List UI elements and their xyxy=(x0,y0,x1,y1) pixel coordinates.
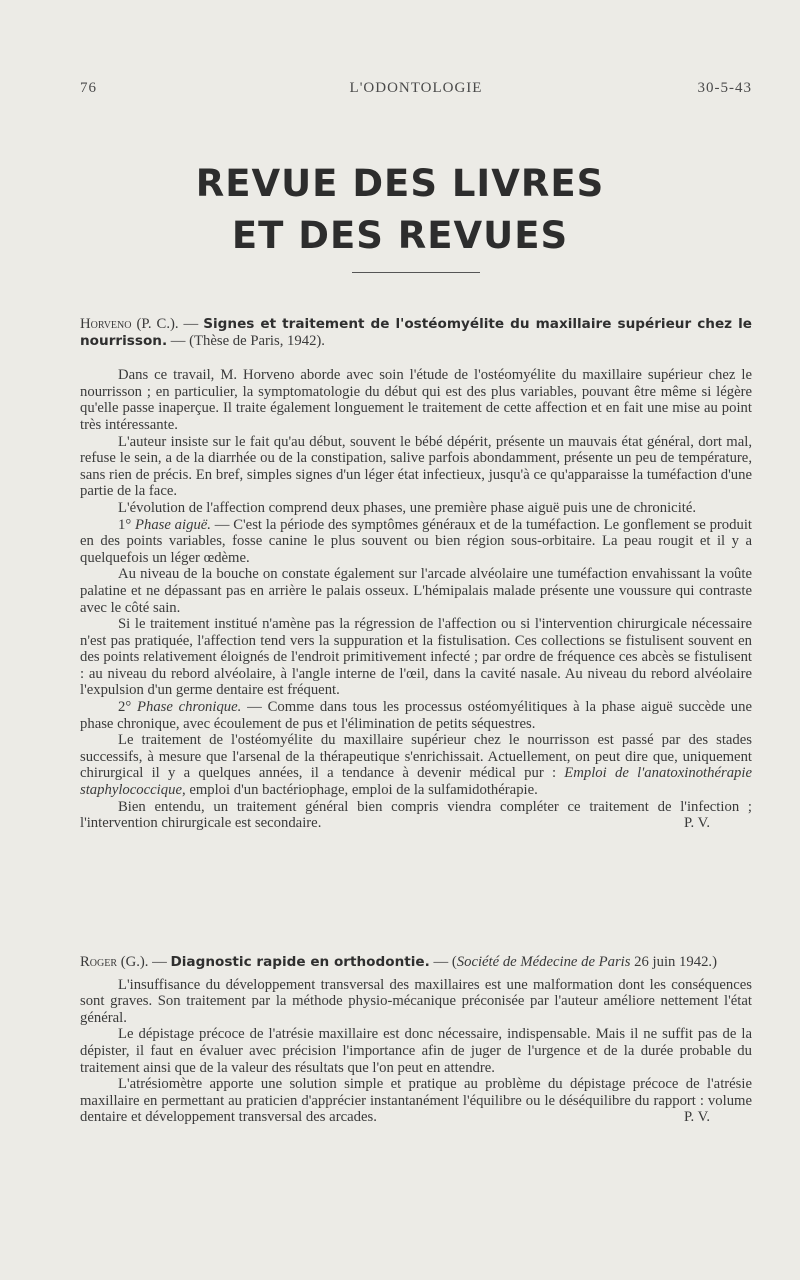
review-author: Horveno xyxy=(80,316,132,332)
text-run-italic: Emploi de l'anatoxinothérapie staphylococcique xyxy=(80,765,752,799)
phase-title: Phase aiguë. xyxy=(135,516,211,533)
review-author-initials: (P. C.). — xyxy=(131,316,204,332)
review-heading xyxy=(80,954,752,971)
text-run: Le traitement de l'ostéomyélite du maxillaire supérieur chez le nourrisson est passé par des stades successifs, à mesure que l'arsenal de la thérapeutique s'enrichissait. Actuellement, on peut dire que, uniquement chirurgical il y a quelques années, il a tendance à devenir médical pur : xyxy=(80,732,752,782)
review-paragraph xyxy=(80,699,752,732)
review-paragraph: L'insuffisance du développement transversal des maxillaires est une malformation dont les conséquences sont graves. Son traitement par la méthode physio-mécanique préconisée par l'auteur améliore nettement l'état général. xyxy=(80,976,752,1026)
review-roger xyxy=(80,954,752,1126)
phase-number: 1° xyxy=(118,516,135,533)
review-paragraph: L'auteur insiste sur le fait qu'au début, souvent le bébé dépérit, présente un mauvais état général, dort mal, refuse le sein, a de la diarrhée ou de la constipation, salive parfois abondamment, présente un peu de température, sans rien de précis. En bref, simples signes d'un léger état infectieux, jusqu'à ce qu'apparaisse la tuméfaction d'une partie de la face. xyxy=(80,433,752,500)
phase-number: 2° xyxy=(118,699,137,716)
phase-text: — C'est la période des symptômes généraux et de la tuméfaction. Le gonflement se produit en des points variables, fosse canine le plus souvent ou bien région sous-orbitaire. La peau rougit et il y a quelquefois un léger œdème. xyxy=(80,516,752,566)
section-title-line-1: REVUE DES LIVRES xyxy=(195,162,605,205)
review-paragraph: Au niveau de la bouche on constate également sur l'arcade alvéolaire une tuméfaction envahissant la voûte palatine et ne dépassant pas en arrière le palais osseux. L'hémipalais malade présente une voussure qui contraste avec le côté sain. xyxy=(80,566,752,616)
review-source: 26 juin 1942.) xyxy=(630,954,717,970)
page-number: 76 xyxy=(80,80,97,96)
phase-title: Phase chronique. xyxy=(137,699,242,716)
reviewer-signature: P. V. xyxy=(683,815,710,832)
reviewer-signature: P. V. xyxy=(683,1109,710,1126)
phase-text: — Comme dans tous les processus ostéomyélitiques à la phase aiguë succède une phase chronique, avec écoulement de pus et l'élimination de petits séquestres. xyxy=(80,699,753,732)
text-run: Bien entendu, un traitement général bien compris viendra compléter ce traitement de l'infection ; l'intervention chirurgicale est secondaire. xyxy=(80,798,752,832)
review-paragraph xyxy=(80,799,752,832)
review-source: — (Thèse de Paris, 1942). xyxy=(167,332,325,349)
text-run: L'atrésiomètre apporte une solution simple et pratique au problème du dépistage précoce de l'atrésie maxillaire en permettant au praticien d'apprécier instantanément l'équilibre ou le déséquilibre du rapport : volume dentaire et développement transversal des arcades. xyxy=(80,1076,752,1126)
review-heading xyxy=(80,316,752,349)
review-work-title: Diagnostic rapide en orthodontie. xyxy=(170,954,430,970)
review-source-italic: Société de Médecine de Paris xyxy=(456,954,631,970)
review-paragraph: Dans ce travail, M. Horveno aborde avec soin l'étude de l'ostéomyélite du maxillaire supérieur chez le nourrisson ; en particulier, la symptomatologie du début qui est des plus variables, pouvant être même si légère qu'elle passe inaperçue. Il traite également longuement le traitement de cette affection et en fait une mise au point très intéressante. xyxy=(80,367,752,433)
review-paragraph xyxy=(80,517,752,567)
review-paragraph xyxy=(80,732,752,798)
review-paragraph: Le dépistage précoce de l'atrésie maxillaire est donc nécessaire, indispensable. Mais il ne suffit pas de la dépister, il faut en évaluer avec précision l'importance afin de juger de l'urgence et de la durée probable du traitement ainsi que de la valeur des résultats que l'on peut en attendre. xyxy=(80,1026,752,1076)
review-paragraph: Si le traitement institué n'amène pas la régression de l'affection ou si l'intervention chirurgicale nécessaire n'est pas pratiquée, l'affection tend vers la suppuration et la fistulisation. Ces collections se fistulisent souvent en des points relativement éloignés de l'endroit primitivement infecté ; par ordre de fréquence ces abcès se fistulisent : au niveau du rebord alvéolaire, à l'angle interne de l'œil, dans la cavité nasale. Au niveau du rebord alvéolaire l'expulsion d'un germe dentaire est fréquent. xyxy=(80,616,752,699)
review-source: — ( xyxy=(429,954,457,970)
running-head xyxy=(80,80,752,100)
review-horveno xyxy=(80,316,752,832)
review-author-initials: (G.). — xyxy=(117,954,171,970)
review-paragraph xyxy=(80,1076,752,1126)
section-title-line-2: ET DES REVUES xyxy=(231,214,569,257)
journal-name: L'ODONTOLOGIE xyxy=(349,80,483,96)
review-author: Roger xyxy=(80,954,118,970)
review-paragraph: L'évolution de l'affection comprend deux phases, une première phase aiguë puis une de chronicité. xyxy=(118,499,697,516)
text-run: , emploi d'un bactériophage, emploi de la sulfamidothérapie. xyxy=(181,782,538,799)
issue-date: 30-5-43 xyxy=(697,80,752,96)
review-work-title: Signes et traitement de l'ostéomyélite du maxillaire supérieur chez le nourrisson. xyxy=(80,316,752,349)
title-rule xyxy=(352,272,480,273)
section-title xyxy=(0,158,800,262)
